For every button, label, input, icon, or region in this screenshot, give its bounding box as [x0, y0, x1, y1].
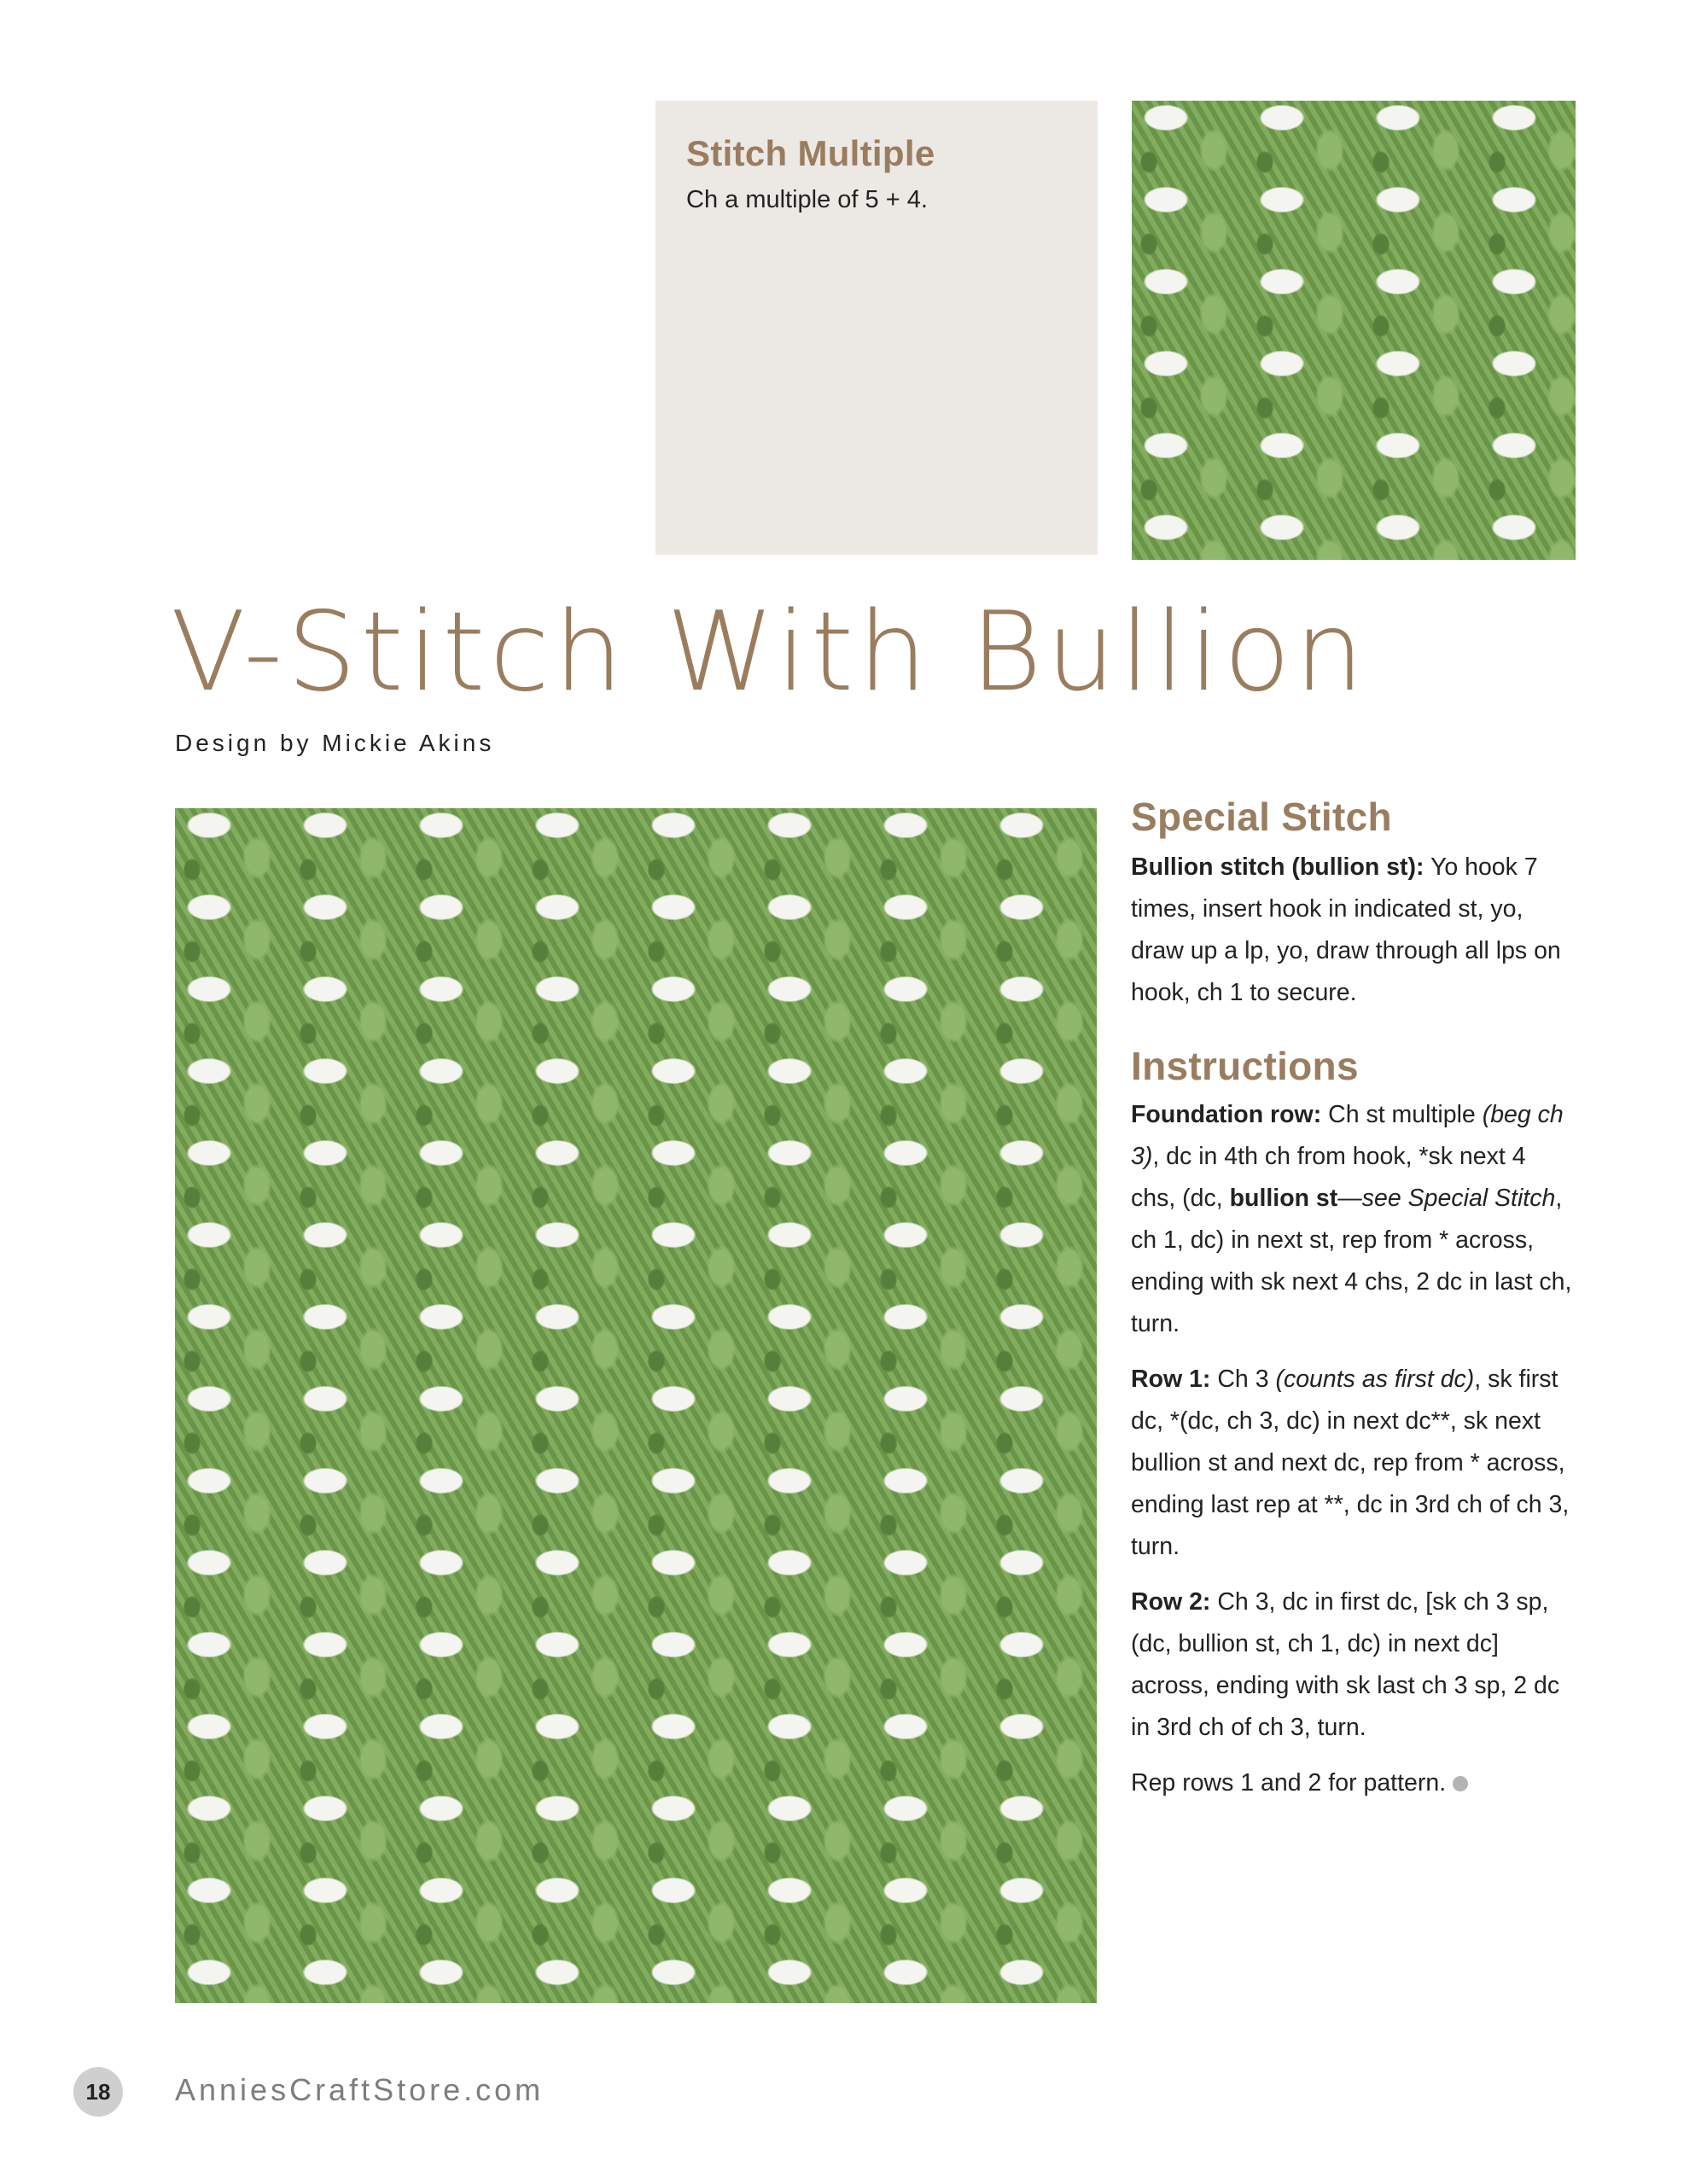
swatch-photo-main — [175, 808, 1097, 2003]
foundation-row-paragraph — [1131, 1094, 1575, 1345]
designer-credit: Design by Mickie Akins — [175, 730, 495, 756]
foundation-italic-1: (beg ch 3) — [1131, 1101, 1564, 1170]
swatch-photo-closeup — [1132, 101, 1576, 560]
end-dot-icon — [1453, 1776, 1468, 1791]
repeat-text: Rep rows 1 and 2 for pattern. — [1131, 1769, 1447, 1797]
foundation-text-1: Ch st multiple — [1328, 1101, 1476, 1128]
row-1-text-1: Ch 3 — [1217, 1366, 1269, 1393]
special-stitch-term: Bullion stitch (bullion st): — [1131, 853, 1424, 881]
page-number-badge: 18 — [73, 2067, 123, 2117]
row-2-paragraph — [1131, 1581, 1575, 1749]
row-1-italic: (counts as first dc) — [1275, 1366, 1475, 1393]
row-1-text-2: , sk first dc, *(dc, ch 3, dc) in next dc**, sk next bullion st and next dc, rep from * across, ending last rep at **, dc in 3rd ch of ch 3, turn. — [1131, 1366, 1570, 1560]
foundation-italic-2: —see Special Stitch — [1337, 1185, 1556, 1212]
website-footer: AnniesCraftStore.com — [175, 2072, 545, 2107]
instructions-column — [1131, 794, 1592, 1804]
stitch-multiple-panel — [655, 101, 1098, 555]
page-title: V-Stitch With Bullion — [171, 589, 1368, 716]
foundation-text-2: , dc in 4th ch from hook, *sk next 4 chs, (dc, — [1131, 1143, 1526, 1212]
row-1-paragraph — [1131, 1359, 1575, 1568]
special-stitch-heading: Special Stitch — [1131, 795, 1392, 839]
instructions-heading: Instructions — [1131, 1044, 1359, 1088]
foundation-bold-bullion: bullion st — [1229, 1185, 1338, 1212]
stitch-multiple-title: Stitch Multiple — [686, 133, 935, 173]
row-2-text: Ch 3, dc in first dc, [sk ch 3 sp, (dc, bullion st, ch 1, dc) in next dc] across, ending with sk last ch 3 sp, 2 dc in 3rd ch of ch 3, turn. — [1131, 1588, 1560, 1741]
row-1-label: Row 1: — [1131, 1366, 1211, 1393]
special-stitch-text: Yo hook 7 times, insert hook in indicated st, yo, draw up a lp, yo, draw through all lps on hook, ch 1 to secure. — [1131, 853, 1561, 1006]
stitch-multiple-text: Ch a multiple of 5 + 4. — [686, 186, 928, 213]
foundation-text-3: , ch 1, dc) in next st, rep from * across, ending with sk next 4 chs, 2 dc in last ch, turn. — [1131, 1185, 1572, 1337]
foundation-row-label: Foundation row: — [1131, 1101, 1322, 1128]
special-stitch-paragraph — [1131, 847, 1575, 1014]
repeat-paragraph — [1131, 1762, 1575, 1804]
row-2-label: Row 2: — [1131, 1588, 1211, 1616]
